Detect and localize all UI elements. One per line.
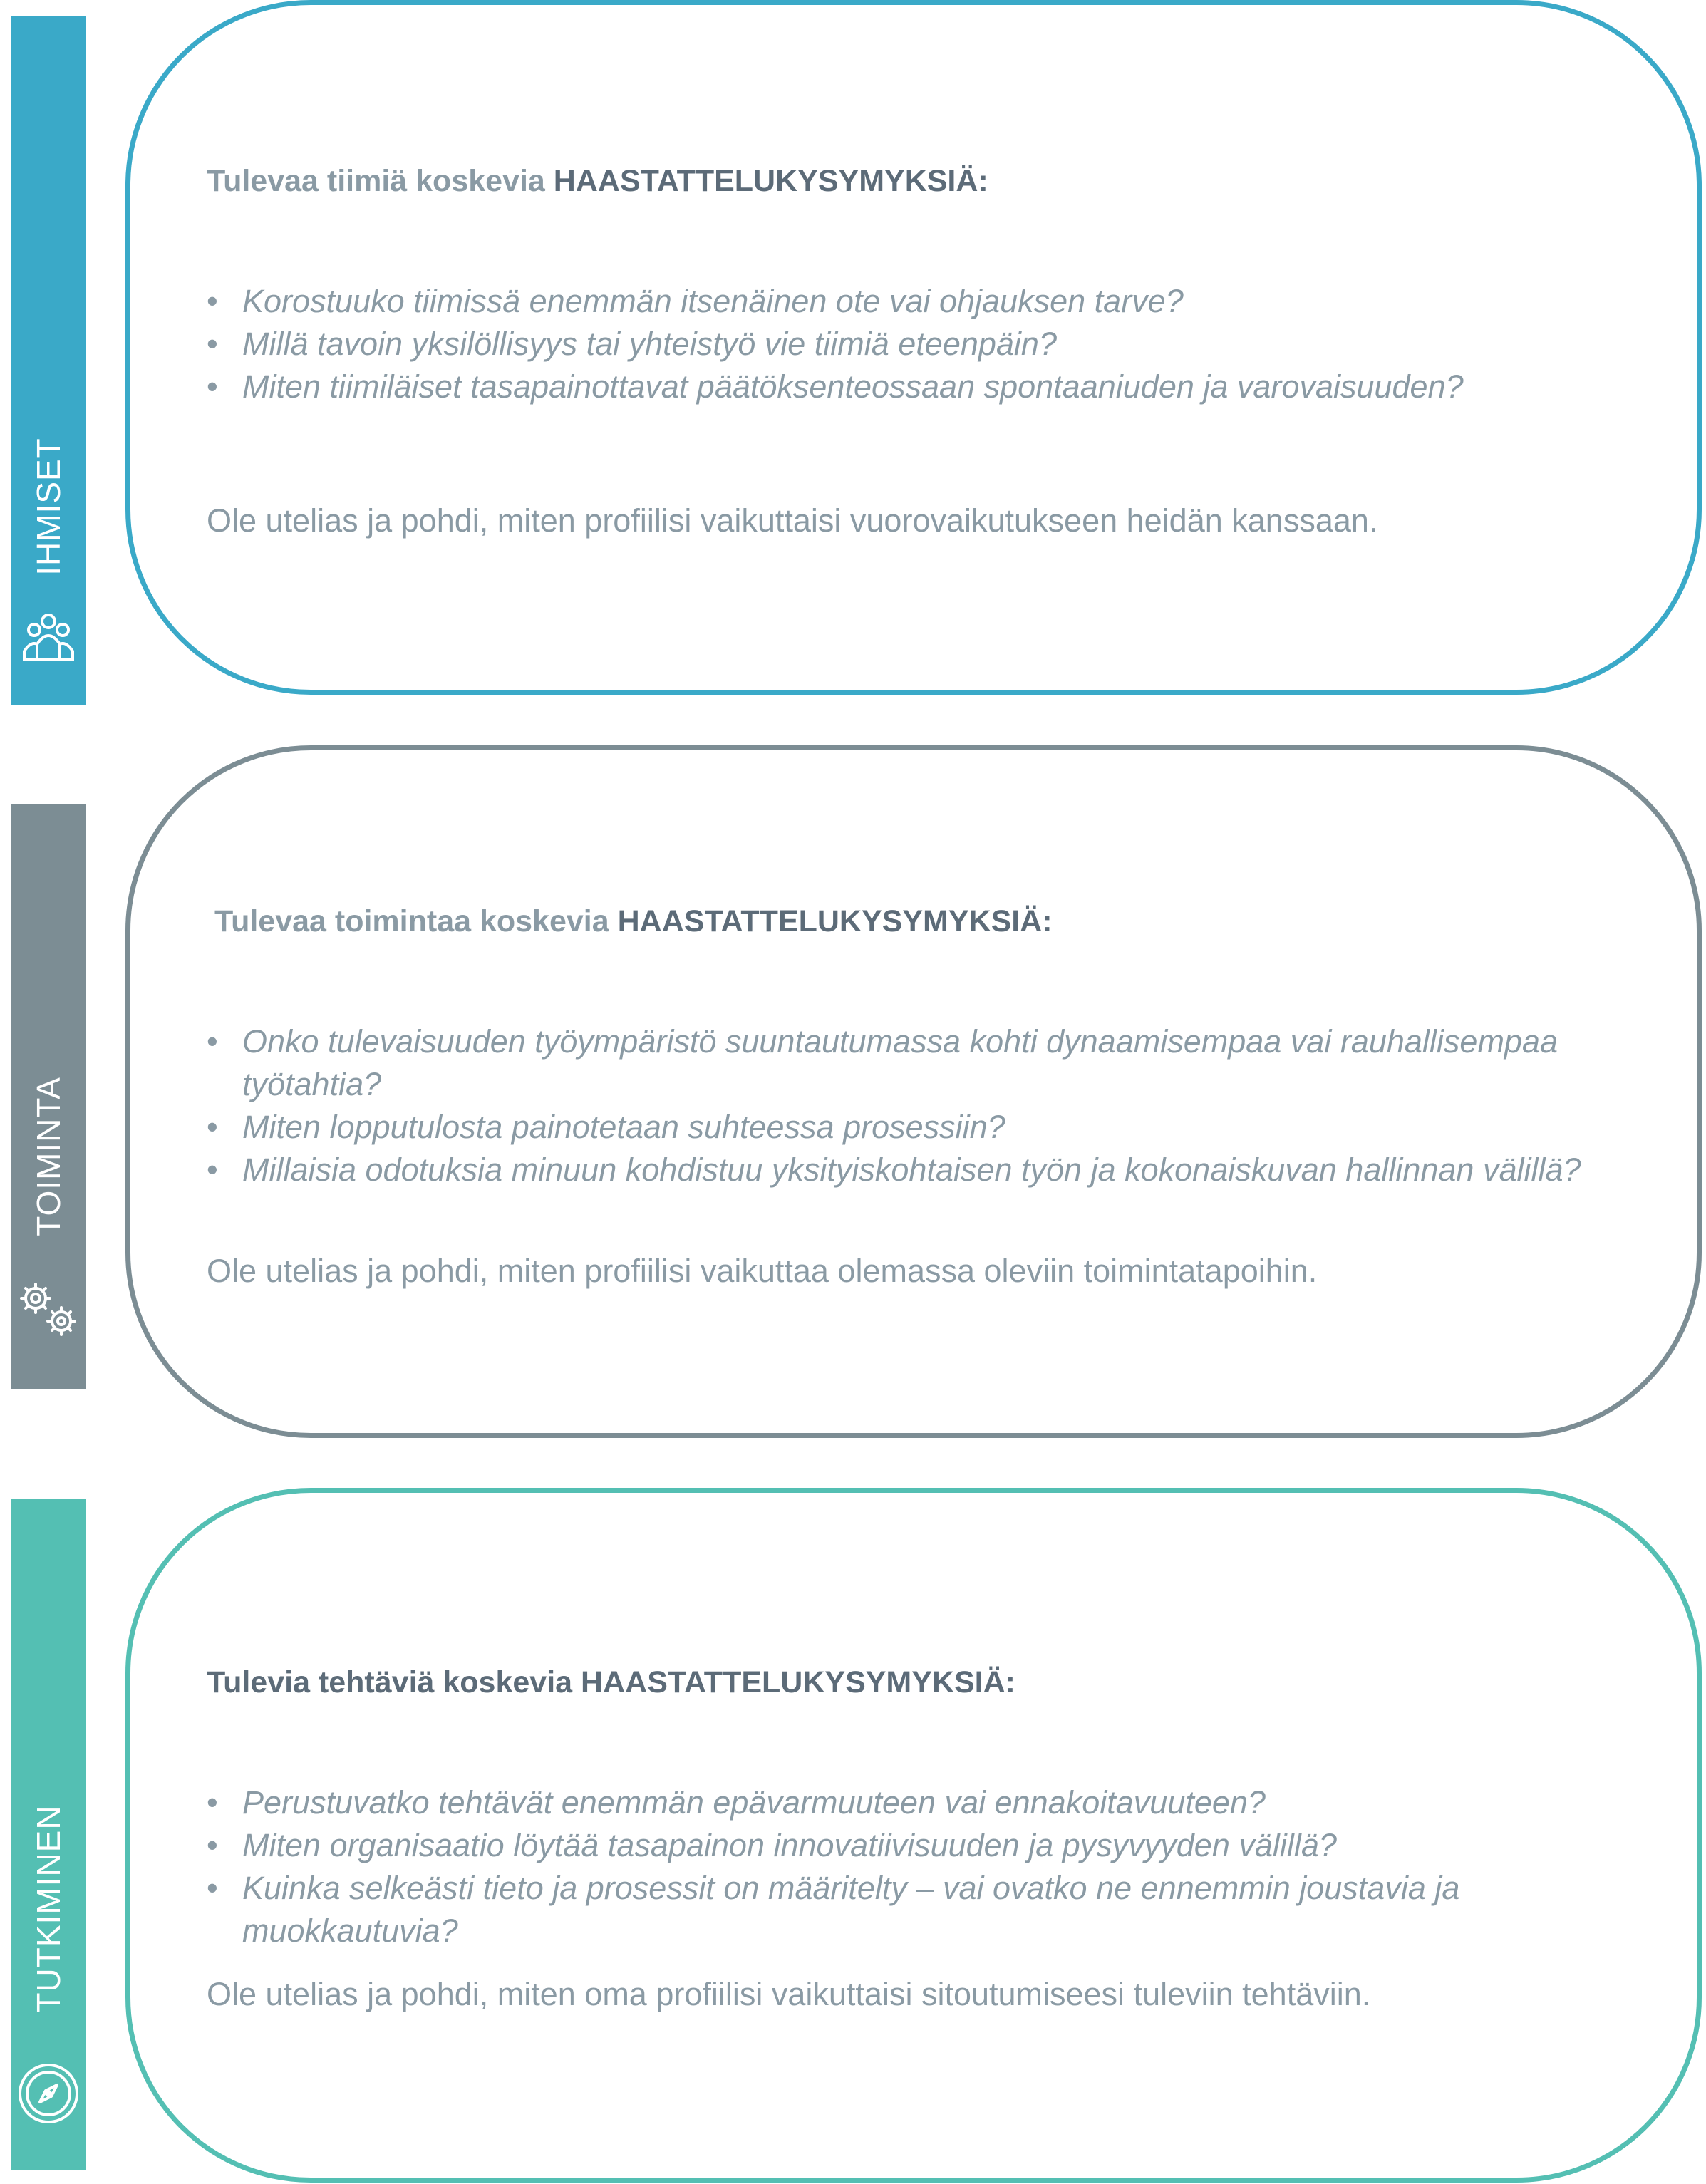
side-label-ihmiset: IHMISET bbox=[30, 438, 67, 576]
list-item: • Miten organisaatio löytää tasapainon innovatiivisuuden ja pysyvyyden välillä? bbox=[207, 1824, 1632, 1867]
side-bar-ihmiset bbox=[11, 16, 86, 705]
card-outro: Ole utelias ja pohdi, miten oma profiilisi vaikuttaisi sitoutumiseesi tuleviin tehtäviin. bbox=[207, 1976, 1371, 2012]
question-card-ihmiset bbox=[125, 0, 1702, 695]
question-card-tutkiminen bbox=[125, 1488, 1702, 2183]
heading-emphasis: HAASTATTELUKYSYMYKSIÄ bbox=[553, 164, 978, 198]
heading-prefix: Tulevaa tiimiä koskevia bbox=[207, 164, 554, 198]
card-outro: Ole utelias ja pohdi, miten profiilisi vaikuttaisi vuorovaikutukseen heidän kanssaan. bbox=[207, 502, 1378, 539]
heading-prefix: Tulevaa toimintaa koskevia bbox=[214, 904, 618, 938]
question-list bbox=[207, 1781, 1632, 1952]
card-heading bbox=[207, 164, 988, 199]
side-label-toiminta: TOIMINTA bbox=[30, 1077, 67, 1236]
card-outro: Ole utelias ja pohdi, miten profiilisi vaikuttaa olemassa oleviin toimintatapoihin. bbox=[207, 1253, 1318, 1289]
question-list bbox=[207, 280, 1660, 408]
list-item: • Onko tulevaisuuden työympäristö suuntautumassa kohti dynaamisempaa vai rauhallisempaa työtahtia? bbox=[207, 1020, 1632, 1106]
heading-suffix: : bbox=[1005, 1665, 1015, 1699]
gears-icon bbox=[14, 1274, 83, 1346]
list-item: • Millä tavoin yksilöllisyys tai yhteistyö vie tiimiä eteenpäin? bbox=[207, 323, 1660, 366]
heading-suffix: : bbox=[978, 164, 988, 198]
side-bar-tutkiminen bbox=[11, 1499, 86, 2170]
card-heading bbox=[207, 1665, 1015, 1700]
card-heading bbox=[214, 904, 1053, 939]
question-list bbox=[207, 1020, 1632, 1191]
heading-prefix: Tulevia tehtäviä koskevia bbox=[207, 1665, 581, 1699]
list-item: • Kuinka selkeästi tieto ja prosessit on määritelty – vai ovatko ne ennemmin joustavia ja muokkautuvia? bbox=[207, 1867, 1632, 1952]
heading-suffix: : bbox=[1042, 904, 1053, 938]
list-item: • Korostuuko tiimissä enemmän itsenäinen ote vai ohjauksen tarve? bbox=[207, 280, 1660, 323]
list-item: • Miten lopputulosta painotetaan suhteessa prosessiin? bbox=[207, 1106, 1632, 1149]
side-bar-toiminta bbox=[11, 804, 86, 1389]
heading-emphasis: HAASTATTELUKYSYMYKSIÄ bbox=[581, 1665, 1005, 1699]
compass-icon bbox=[16, 2061, 81, 2130]
question-card-toiminta bbox=[125, 745, 1702, 1438]
list-item: • Millaisia odotuksia minuun kohdistuu yksityiskohtaisen työn ja kokonaiskuvan hallinnan välillä? bbox=[207, 1149, 1632, 1191]
list-item: • Perustuvatko tehtävät enemmän epävarmuuteen vai ennakoitavuuteen? bbox=[207, 1781, 1632, 1824]
list-item: • Miten tiimiläiset tasapainottavat päätöksenteossaan spontaaniuden ja varovaisuuden? bbox=[207, 366, 1660, 408]
side-label-tutkiminen: TUTKIMINEN bbox=[30, 1805, 67, 2013]
people-icon bbox=[19, 609, 78, 672]
heading-emphasis: HAASTATTELUKYSYMYKSIÄ bbox=[617, 904, 1043, 938]
